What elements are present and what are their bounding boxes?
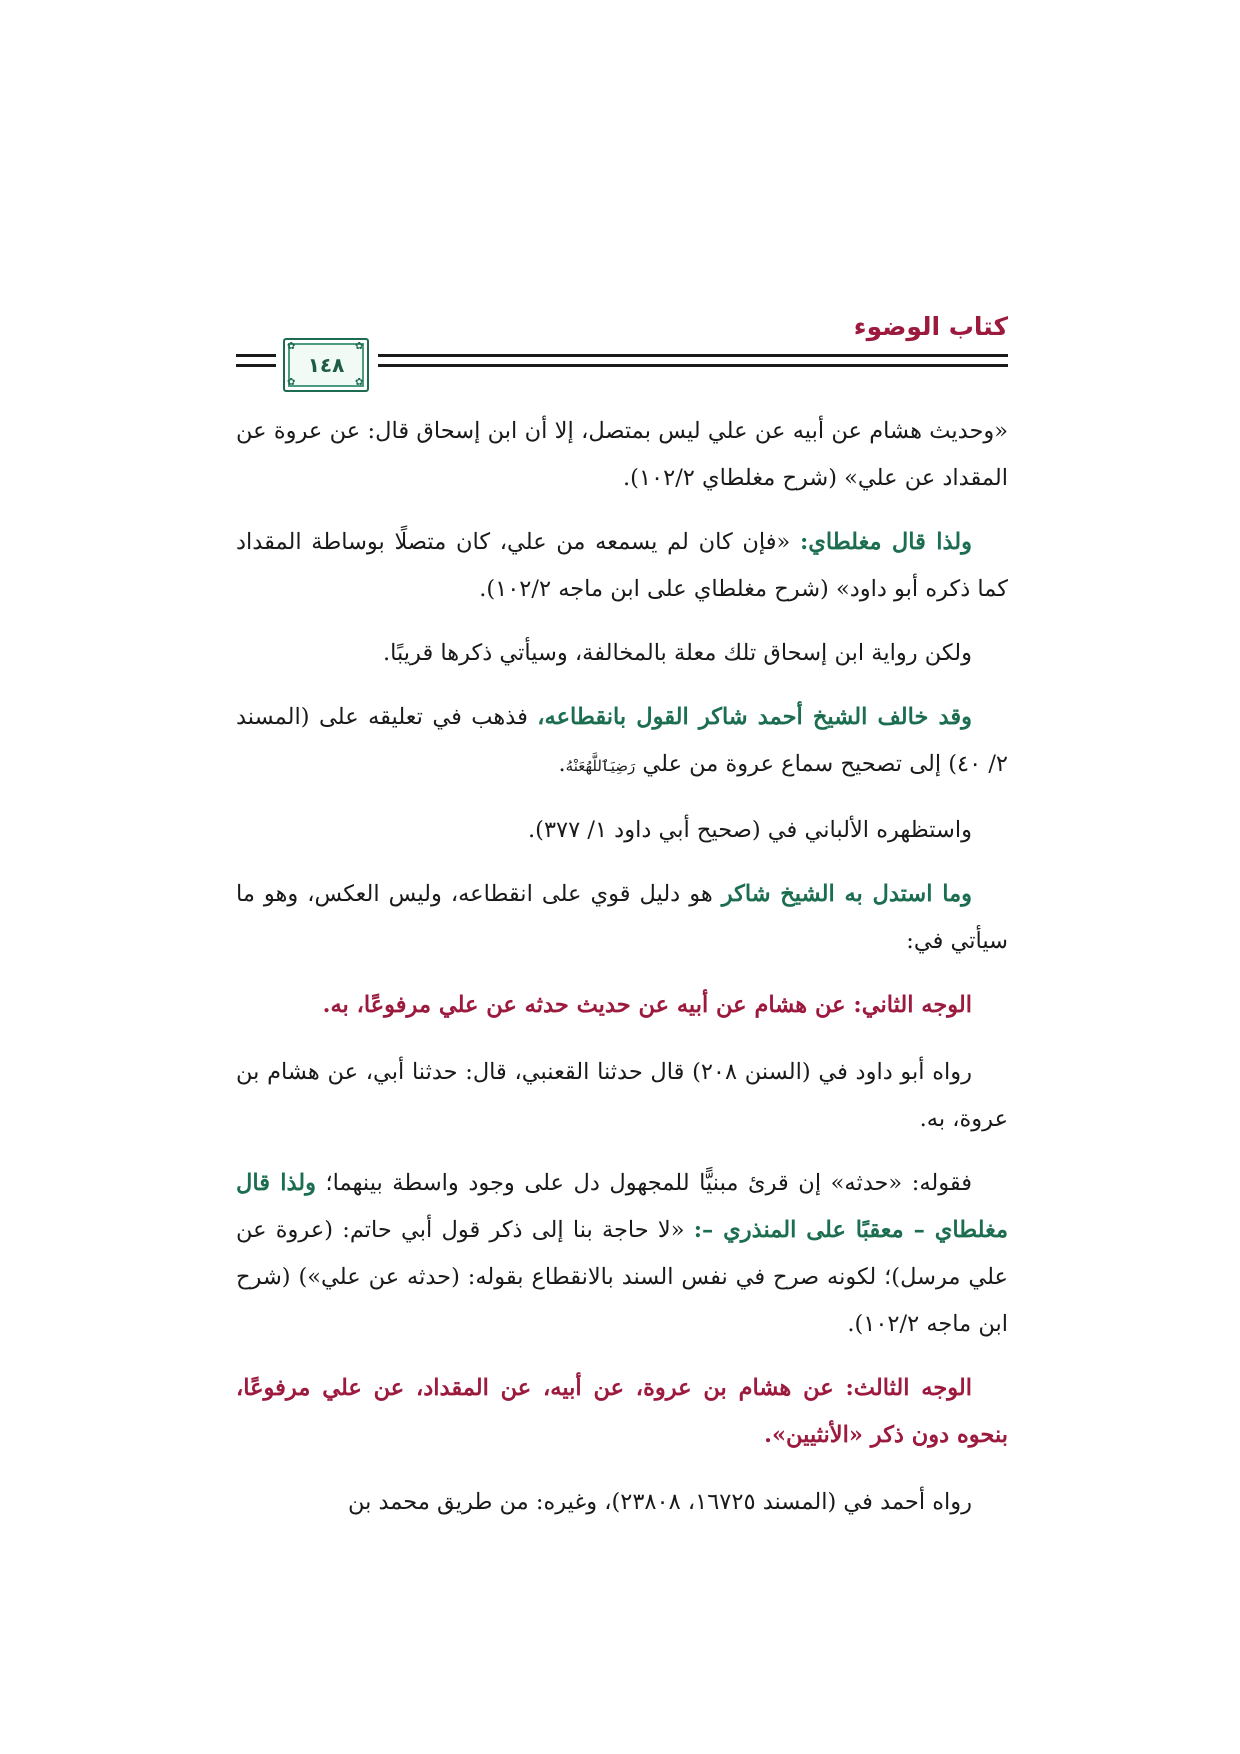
paragraph <box>236 630 1008 677</box>
paragraph <box>236 408 1008 502</box>
emphasis-lead: وقد خالف الشيخ أحمد شاكر القول بانقطاعه، <box>537 704 972 730</box>
paragraph-text: واستظهره الألباني في (صحيح أبي داود ١/ ٣٧٧). <box>528 817 972 843</box>
book-title: كتاب الوضوء <box>853 312 1008 341</box>
paragraph-text: فقوله: «حدثه» إن قرئ مبنيًّا للمجهول دل على وجود واسطة بينهما؛ <box>315 1170 973 1196</box>
header-rule <box>378 364 1008 367</box>
paragraph <box>236 1479 1008 1526</box>
page-number: ١٤٨ <box>307 353 345 377</box>
paragraph-end: . <box>558 751 566 777</box>
paragraph-text: هو دليل قوي على انقطاعه، وليس العكس، وهو ما سيأتي في: <box>236 881 1008 954</box>
paragraph-text: «لا حاجة بنا إلى ذكر قول أبي حاتم: (عروة عن علي مرسل)؛ لكونه صرح في نفس السند بالانقطاع بقوله: (حدثه عن علي») (شرح ابن ماجه ١٠٢/٢). <box>236 1217 1008 1337</box>
paragraph-text: «وحديث هشام عن أبيه عن علي ليس بمتصل، إلا أن ابن إسحاق قال: عن عروة عن المقداد عن علي» (شرح مغلطاي ١٠٢/٢). <box>236 418 1008 491</box>
paragraph <box>236 694 1008 790</box>
page-body <box>236 408 1008 1543</box>
ornament-icon: ✿ <box>355 377 364 388</box>
paragraph-text: رواه أبو داود في (السنن ٢٠٨) قال حدثنا القعنبي، قال: حدثنا أبي، عن هشام بن عروة، به. <box>236 1059 1008 1132</box>
ornament-icon: ✿ <box>355 341 364 352</box>
paragraph <box>236 1160 1008 1348</box>
page-number-badge <box>283 338 369 392</box>
header-rule <box>378 354 1008 357</box>
section-heading: الوجه الثاني: عن هشام عن أبيه عن حديث حدثه عن علي مرفوعًا، به. <box>322 992 972 1018</box>
header-rule <box>236 354 276 357</box>
page-header <box>236 312 1008 392</box>
paragraph <box>236 807 1008 854</box>
emphasis-lead: ولذا قال مغلطاي: <box>799 529 972 555</box>
emphasis-lead: ولذا قال مغلطاي – معقبًا على المنذري –: <box>236 1170 1008 1243</box>
paragraph-text: «فإن كان لم يسمعه من علي، كان متصلًا بوساطة المقداد كما ذكره أبو داود» (شرح مغلطاي على ابن ماجه ١٠٢/٢). <box>236 529 1008 602</box>
paragraph-text: فذهب في تعليقه على (المسند ٢/ ٤٠) إلى تصحيح سماع عروة من علي <box>236 704 1008 777</box>
paragraph <box>236 1049 1008 1143</box>
paragraph-text: ولكن رواية ابن إسحاق تلك معلة بالمخالفة، وسيأتي ذكرها قريبًا. <box>382 640 972 666</box>
section-heading: الوجه الثالث: عن هشام بن عروة، عن أبيه، عن المقداد، عن علي مرفوعًا، بنحوه دون ذكر «الأنثيين». <box>236 1375 1008 1448</box>
emphasis-lead: وما استدل به الشيخ شاكر <box>721 881 972 907</box>
honorific-ligature: رَضِيَٱللَّهُعَنْهُ <box>565 757 636 775</box>
header-rule <box>236 364 276 367</box>
paragraph <box>236 871 1008 965</box>
paragraph-text: رواه أحمد في (المسند ١٦٧٢٥، ٢٣٨٠٨)، وغيره: من طريق محمد بن <box>347 1489 972 1515</box>
paragraph <box>236 519 1008 613</box>
ornament-icon: ✿ <box>287 377 296 388</box>
ornament-icon: ✿ <box>287 341 296 352</box>
